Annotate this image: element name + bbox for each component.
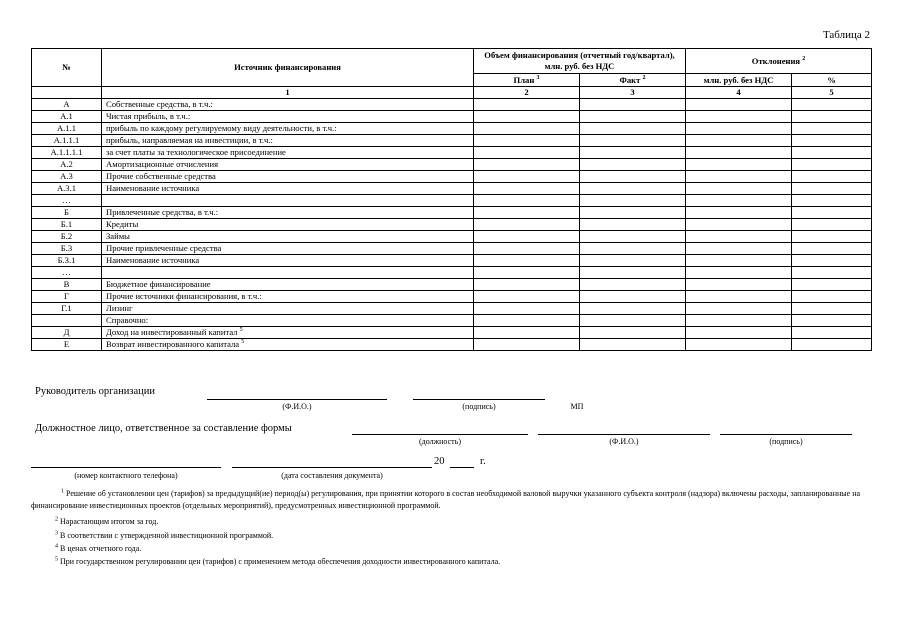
table-row [32,183,872,195]
deviation-percent-cell [792,303,872,315]
deviation-mln-cell [686,255,792,267]
fact-cell [580,183,686,195]
deviation-percent-cell [792,279,872,291]
row-number: А [32,99,102,111]
table-row [32,171,872,183]
fact-cell [580,99,686,111]
fact-cell [580,135,686,147]
head-signature-caption: (подпись) [462,402,496,411]
footnote-1: $^1$ Решение об установлении цен (тарифов) за предыдущий(ие) период(ы) регулирования, при принятии которого в состав необходимой валовой выручки указанного субъекта контроля (надзора) включены расходы, запланированные на финансирование инвестиционных проектов (отдельных мероприятий), предусмотренных инвестиционной программой. [31,488,861,510]
plan-cell [474,279,580,291]
table-label: Таблица 2 [822,29,870,41]
column-number-blank [32,87,102,99]
row-source-name: прибыль, направляемая на инвестиции, в т.ч.: [102,135,474,147]
deviation-percent-cell [792,183,872,195]
table-row [32,159,872,171]
column-number-row [32,87,872,99]
official-label: Должностное лицо, ответственное за составление формы [35,423,292,434]
table-row [32,147,872,159]
row-number: Г.1 [32,303,102,315]
table-row [32,267,872,279]
header-volume: Объем финансирования (отчетный год/квартал), млн. руб. без НДС [474,49,686,74]
deviation-percent-cell [792,147,872,159]
deviation-percent-cell [792,219,872,231]
plan-cell [474,111,580,123]
deviation-mln-cell [686,279,792,291]
row-number: Б.3.1 [32,255,102,267]
footnote-2: $^2$ Нарастающим итогом за год. [55,516,159,526]
column-number: 3 [580,87,686,99]
table-row [32,219,872,231]
row-number: Е [32,339,102,351]
row-number: А.1.1.1.1 [32,147,102,159]
row-number: В [32,279,102,291]
row-number: А.2 [32,159,102,171]
deviation-percent-cell [792,171,872,183]
row-source-name: Собственные средства, в т.ч.: [102,99,474,111]
plan-cell [474,171,580,183]
official-fio-line [538,434,710,435]
row-source-name: Прочие привлеченные средства [102,243,474,255]
row-source-name: за счет платы за технологическое присоединение [102,147,474,159]
deviation-mln-cell [686,231,792,243]
table-row [32,255,872,267]
header-deviation: Отклонения $^2$ [686,49,872,74]
row-source-name: Привлеченные средства, в т.ч.: [102,207,474,219]
footnote-4: $^4$ В ценах отчетного года. [55,543,142,553]
head-label: Руководитель организации [35,386,155,397]
table-row [32,195,872,207]
table-row [32,339,872,351]
deviation-mln-cell [686,123,792,135]
column-number: 1 [102,87,474,99]
fact-cell [580,255,686,267]
header-percent: % [792,74,872,87]
position-line [352,434,528,435]
row-source-name: Возврат инвестированного капитала $^5$ [102,339,474,351]
row-source-name: Наименование источника [102,255,474,267]
deviation-percent-cell [792,123,872,135]
deviation-mln-cell [686,159,792,171]
deviation-percent-cell [792,99,872,111]
deviation-mln-cell [686,291,792,303]
table-row [32,123,872,135]
fact-cell [580,147,686,159]
fact-cell [580,315,686,327]
deviation-mln-cell [686,327,792,339]
deviation-percent-cell [792,195,872,207]
column-number: 4 [686,87,792,99]
fact-cell [580,159,686,171]
row-source-name: Лизинг [102,303,474,315]
fact-cell [580,303,686,315]
fact-cell [580,195,686,207]
row-source-name: Амортизационные отчисления [102,159,474,171]
fact-cell [580,327,686,339]
plan-cell [474,99,580,111]
deviation-mln-cell [686,315,792,327]
header-source: Источник финансирования [102,49,474,87]
deviation-mln-cell [686,219,792,231]
position-caption: (должность) [419,437,461,446]
plan-cell [474,183,580,195]
financing-table [31,48,872,351]
deviation-percent-cell [792,291,872,303]
row-source-name: Займы [102,231,474,243]
fact-cell [580,291,686,303]
plan-cell [474,123,580,135]
plan-cell [474,315,580,327]
header-fact: Факт $^2$ [580,74,686,87]
date-caption: (дата составления документа) [281,471,383,480]
table-row [32,111,872,123]
fact-cell [580,267,686,279]
row-source-name: Доход на инвестированный капитал $^5$ [102,327,474,339]
fact-cell [580,171,686,183]
year-suffix: г. [480,456,486,467]
row-source-name: Кредиты [102,219,474,231]
row-number: А.3.1 [32,183,102,195]
phone-line [31,467,221,468]
deviation-mln-cell [686,339,792,351]
row-number: … [32,267,102,279]
deviation-percent-cell [792,267,872,279]
row-number: Д [32,327,102,339]
row-number: … [32,195,102,207]
deviation-percent-cell [792,255,872,267]
plan-cell [474,243,580,255]
plan-cell [474,255,580,267]
deviation-mln-cell [686,171,792,183]
plan-cell [474,303,580,315]
plan-cell [474,231,580,243]
table-row [32,207,872,219]
deviation-mln-cell [686,207,792,219]
header-mln: млн. руб. без НДС [686,74,792,87]
fact-cell [580,231,686,243]
fact-cell [580,207,686,219]
head-fio-caption: (Ф.И.О.) [282,402,312,411]
row-source-name [102,195,474,207]
fact-cell [580,243,686,255]
deviation-percent-cell [792,135,872,147]
fact-cell [580,219,686,231]
deviation-mln-cell [686,183,792,195]
fact-cell [580,279,686,291]
row-source-name: Бюджетное финансирование [102,279,474,291]
row-number: А.1.1.1 [32,135,102,147]
table-row [32,279,872,291]
column-number: 5 [792,87,872,99]
row-source-name: Наименование источника [102,183,474,195]
row-number: Б [32,207,102,219]
row-number [32,315,102,327]
footnote-5: $^5$ При государственном регулировании цен (тарифов) с применением метода обеспечения доходности инвестированного капитала. [55,556,501,566]
plan-cell [474,207,580,219]
table-row [32,303,872,315]
row-number: Б.3 [32,243,102,255]
deviation-percent-cell [792,339,872,351]
deviation-mln-cell [686,99,792,111]
phone-caption: (номер контактного телефона) [74,471,178,480]
row-source-name: Справочно: [102,315,474,327]
deviation-percent-cell [792,243,872,255]
header-no: № [32,49,102,87]
plan-cell [474,195,580,207]
row-number: А.1 [32,111,102,123]
row-number: А.1.1 [32,123,102,135]
row-source-name: прибыль по каждому регулируемому виду деятельности, в т.ч.: [102,123,474,135]
date-line [232,467,432,468]
year-line [450,467,474,468]
deviation-mln-cell [686,147,792,159]
row-source-name [102,267,474,279]
deviation-mln-cell [686,267,792,279]
row-number: Г [32,291,102,303]
year-prefix: 20 [434,456,445,467]
fact-cell [580,123,686,135]
column-number: 2 [474,87,580,99]
official-fio-caption: (Ф.И.О.) [609,437,639,446]
deviation-mln-cell [686,111,792,123]
deviation-mln-cell [686,135,792,147]
deviation-percent-cell [792,231,872,243]
deviation-percent-cell [792,111,872,123]
head-signature-line [413,399,545,400]
fact-cell [580,111,686,123]
official-signature-line [720,434,852,435]
table-row [32,327,872,339]
table-row [32,231,872,243]
plan-cell [474,219,580,231]
row-number: А.3 [32,171,102,183]
plan-cell [474,339,580,351]
row-source-name: Чистая прибыль, в т.ч.: [102,111,474,123]
row-source-name: Прочие собственные средства [102,171,474,183]
plan-cell [474,159,580,171]
table-row [32,99,872,111]
plan-cell [474,327,580,339]
footnote-3: $^3$ В соответствии с утвержденной инвестиционной программой. [55,530,274,540]
plan-cell [474,291,580,303]
table-row [32,243,872,255]
row-number: Б.1 [32,219,102,231]
table-row [32,291,872,303]
deviation-percent-cell [792,315,872,327]
deviation-percent-cell [792,207,872,219]
plan-cell [474,147,580,159]
head-fio-line [207,399,387,400]
plan-cell [474,267,580,279]
fact-cell [580,339,686,351]
row-number: Б.2 [32,231,102,243]
row-source-name: Прочие источники финансирования, в т.ч.: [102,291,474,303]
table-row [32,315,872,327]
official-signature-caption: (подпись) [769,437,803,446]
deviation-mln-cell [686,243,792,255]
deviation-mln-cell [686,303,792,315]
plan-cell [474,135,580,147]
deviation-percent-cell [792,327,872,339]
table-row [32,135,872,147]
header-plan: План $^3$ [474,74,580,87]
deviation-mln-cell [686,195,792,207]
deviation-percent-cell [792,159,872,171]
stamp-mark: МП [570,402,584,411]
